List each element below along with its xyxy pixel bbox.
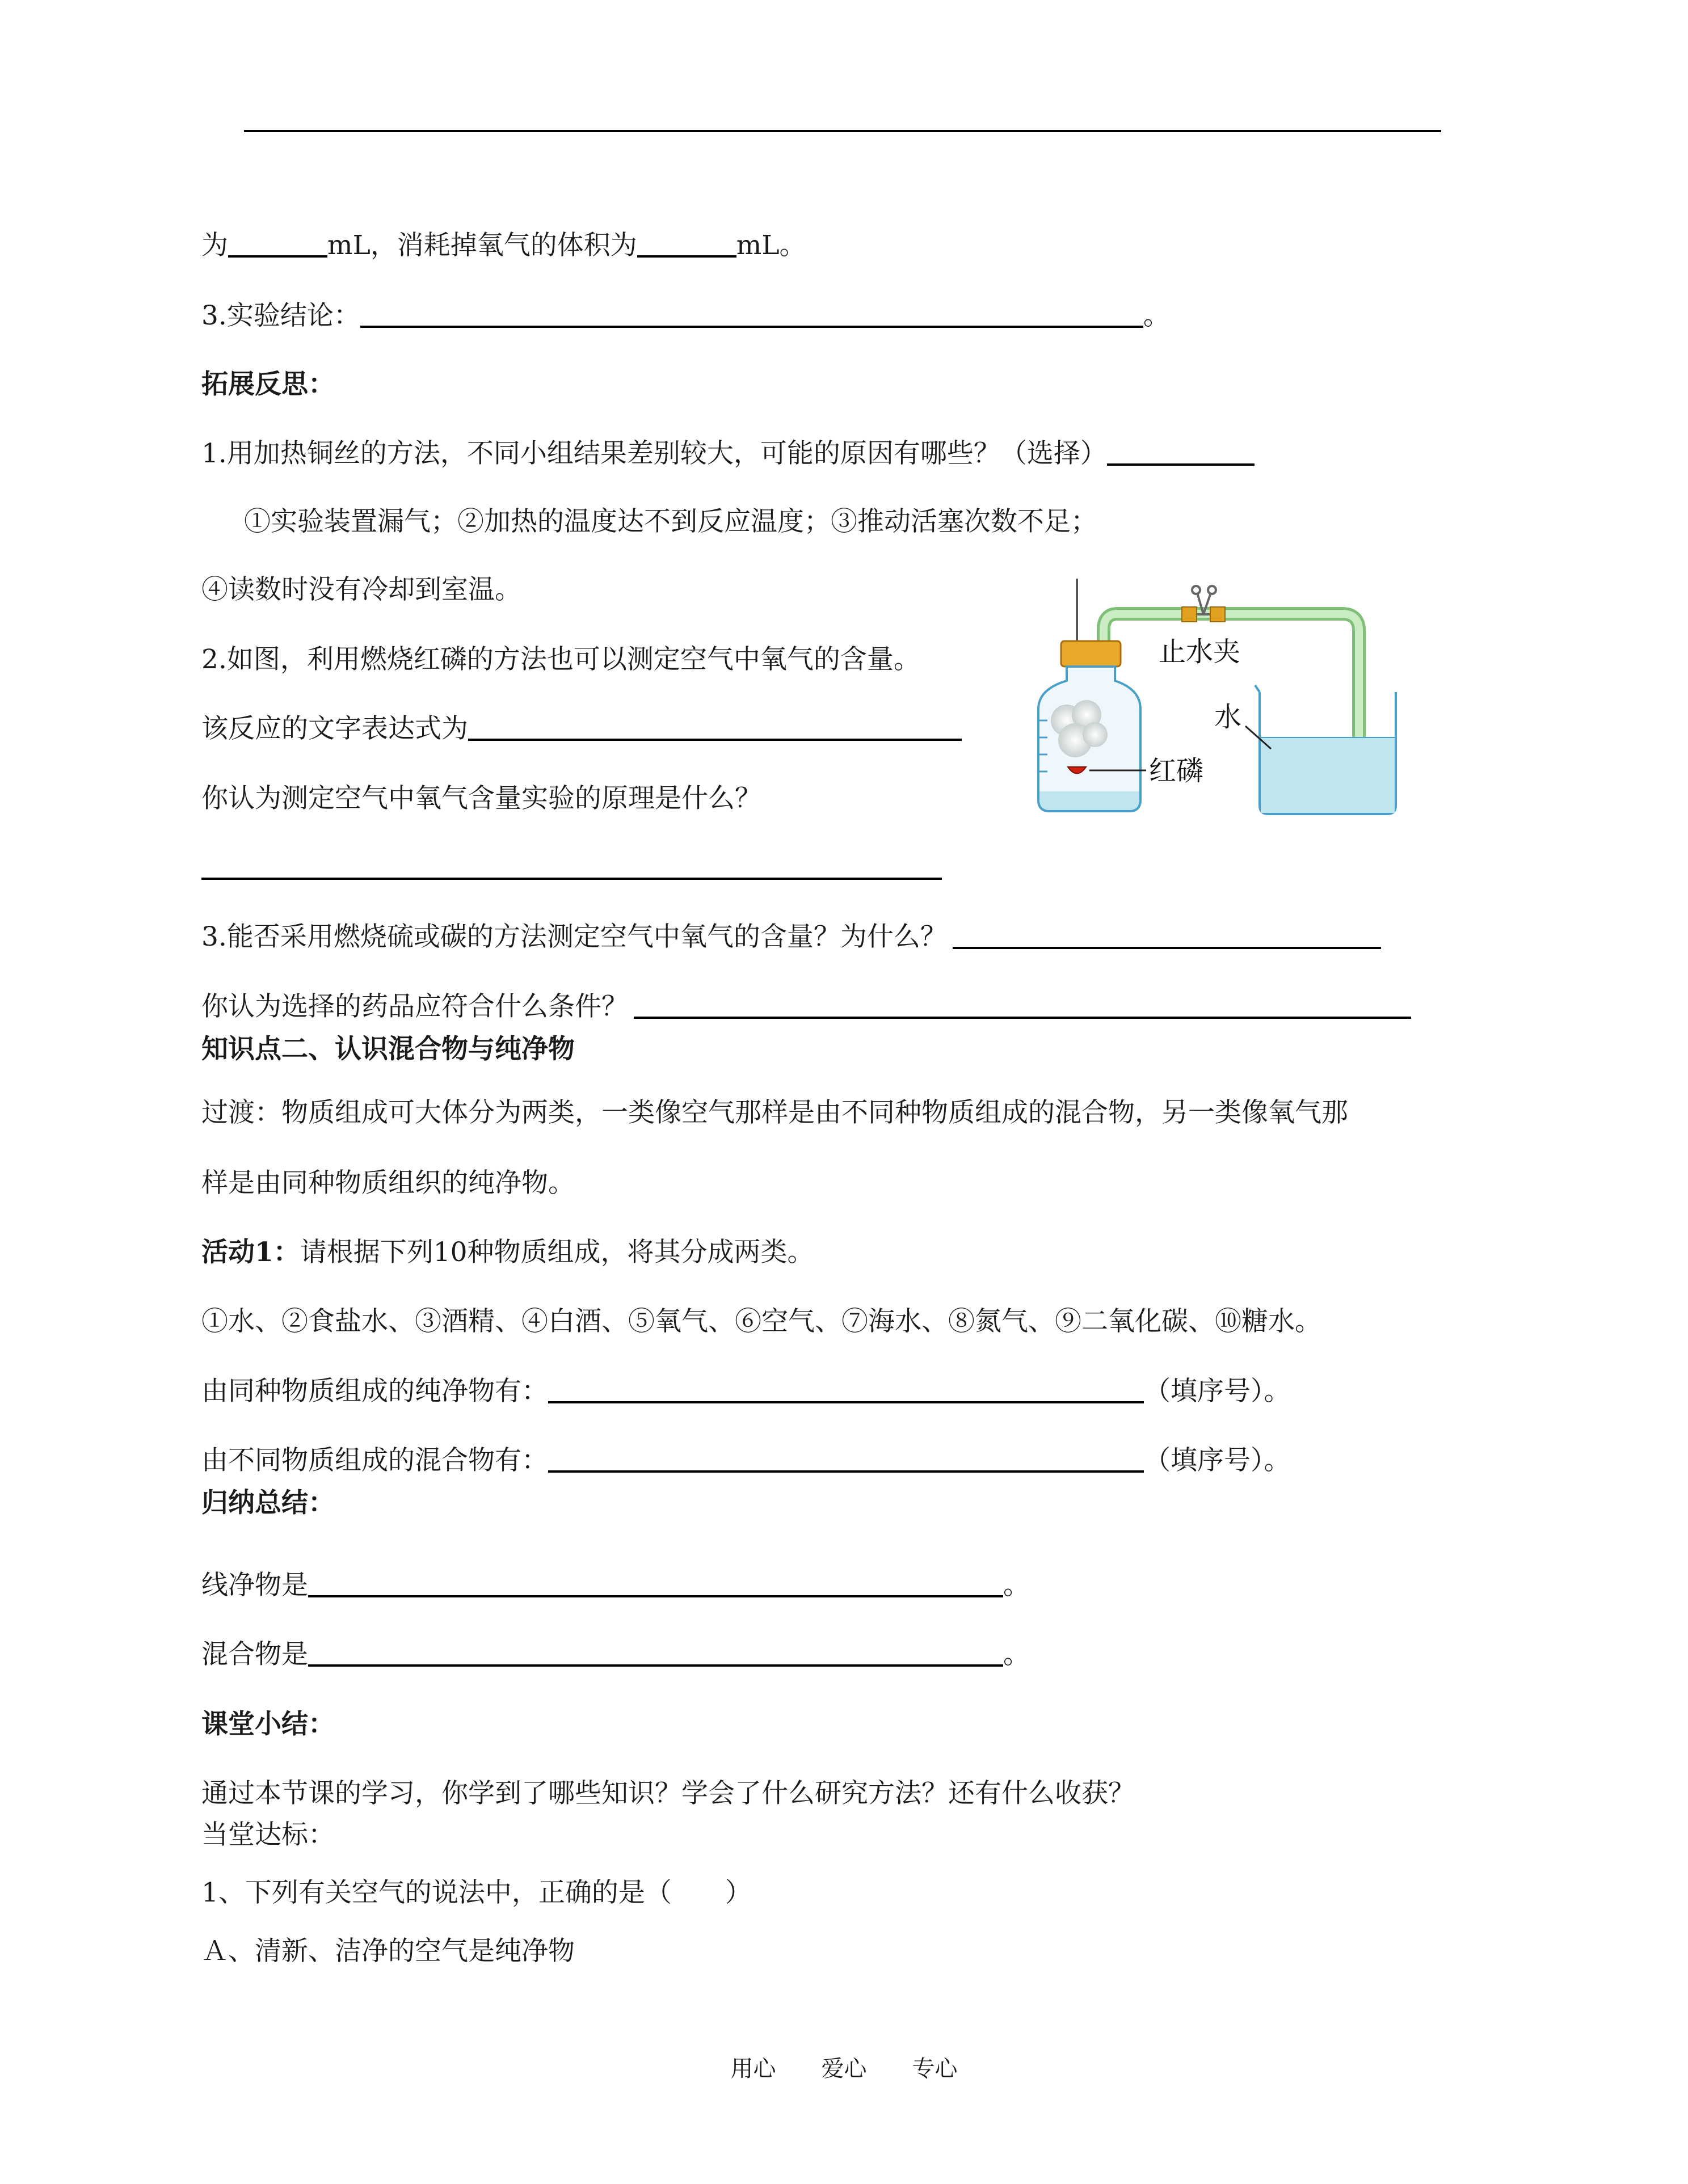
question-1 — [201, 437, 1255, 471]
question-2: 2.如图，利用燃烧红磷的方法也可以测定空气中氧气的含量。 — [201, 644, 920, 675]
heading-knowledge-2: 知识点二、认识混合物与纯净物 — [201, 1034, 575, 1065]
answer-blank[interactable] — [634, 990, 1411, 1019]
text: 。 — [1003, 1639, 1030, 1670]
text: 混合物是 — [201, 1639, 308, 1670]
text: 由同种物质组成的纯净物有： — [201, 1376, 548, 1407]
answer-blank[interactable] — [308, 1569, 1003, 1597]
text: 。 — [1003, 1570, 1030, 1601]
question-3 — [201, 920, 1381, 954]
text: （填序号）。 — [1144, 1445, 1291, 1476]
heading-summary: 归纳总结： — [201, 1487, 335, 1519]
heading-class-summary: 课堂小结： — [201, 1709, 335, 1740]
text: 该反应的文字表达式为 — [201, 713, 468, 744]
question-3-condition — [201, 990, 1411, 1024]
text: 为 — [201, 230, 228, 261]
text: 你认为选择的药品应符合什么条件？ — [201, 991, 628, 1022]
water-label: 水 — [1214, 701, 1242, 733]
question-1-options-2: ④读数时没有冷却到室温。 — [201, 574, 521, 605]
text-line-conclusion — [201, 299, 1170, 333]
answer-blank[interactable] — [468, 712, 962, 741]
text: 线净物是 — [201, 1570, 308, 1601]
rubber-stopper-icon — [1061, 641, 1121, 667]
phosphorus-label: 红磷 — [1149, 755, 1204, 787]
activity-1 — [201, 1236, 814, 1270]
heading-class-target: 当堂达标： — [201, 1819, 335, 1850]
page-footer — [0, 2051, 1688, 2083]
question-2-principle: 你认为测定空气中氧气含量实验的原理是什么？ — [201, 783, 761, 814]
answer-blank[interactable] — [548, 1375, 1144, 1403]
text: 由不同物质组成的混合物有： — [201, 1445, 548, 1476]
beaker-water — [1261, 737, 1395, 813]
footer-text: 用心 — [730, 2056, 776, 2082]
definition-mixture — [201, 1638, 1030, 1672]
footer-text: 爱心 — [821, 2056, 867, 2082]
class-summary-question: 通过本节课的学习，你学到了哪些知识？学会了什么研究方法？还有什么收获？ — [201, 1778, 1135, 1809]
target-question-1: 1、下列有关空气的说法中，正确的是（ ） — [201, 1877, 752, 1908]
answer-blank[interactable] — [308, 1638, 1003, 1667]
text: mL。 — [736, 230, 806, 261]
definition-pure — [201, 1569, 1030, 1603]
activity-label: 活动1： — [201, 1237, 300, 1268]
answer-blank[interactable] — [360, 300, 1143, 328]
answer-blank[interactable] — [228, 229, 327, 258]
pure-substance-line — [201, 1375, 1291, 1409]
phosphorus-experiment-diagram — [1033, 562, 1441, 823]
footer-text: 专心 — [912, 2056, 958, 2082]
text: mL，消耗掉氧气的体积为 — [327, 230, 637, 261]
text: 请根据下列10种物质组成，将其分成两类。 — [300, 1237, 814, 1268]
heading-extend: 拓展反思： — [201, 369, 335, 400]
question-2-principle-answer — [201, 851, 942, 885]
transition-line-2: 样是由同种物质组织的纯净物。 — [201, 1167, 575, 1199]
target-question-1-option-a: Ａ、清新、洁净的空气是纯净物 — [201, 1936, 575, 1967]
question-1-options: ①实验装置漏气；②加热的温度达不到反应温度；③推动活塞次数不足； — [244, 506, 1097, 537]
text: 1.用加热铜丝的方法，不同小组结果差别较大，可能的原因有哪些？（选择） — [201, 438, 1107, 469]
answer-blank[interactable] — [201, 851, 942, 880]
header-rule — [244, 130, 1441, 132]
answer-blank[interactable] — [953, 921, 1381, 949]
mixture-line — [201, 1444, 1291, 1478]
text-line-volume — [201, 229, 806, 263]
text: 3.能否采用燃烧硫或碳的方法测定空气中氧气的含量？为什么？ — [201, 921, 947, 952]
text: 。 — [1143, 300, 1170, 331]
substance-list: ①水、②食盐水、③酒精、④白酒、⑤氧气、⑥空气、⑦海水、⑧氮气、⑨二氧化碳、⑩糖水。 — [201, 1306, 1321, 1337]
answer-blank[interactable] — [1107, 437, 1255, 466]
text: 3.实验结论： — [201, 300, 360, 331]
question-2-expression — [201, 712, 962, 746]
answer-blank[interactable] — [548, 1444, 1144, 1473]
transition-line-1: 过渡：物质组成可大体分为两类，一类像空气那样是由不同种物质组成的混合物，另一类像氧气那 — [201, 1097, 1348, 1128]
answer-blank[interactable] — [637, 229, 736, 258]
bottle-water — [1039, 791, 1139, 810]
text: （填序号）。 — [1144, 1376, 1291, 1407]
clamp-label: 止水夹 — [1159, 636, 1241, 668]
